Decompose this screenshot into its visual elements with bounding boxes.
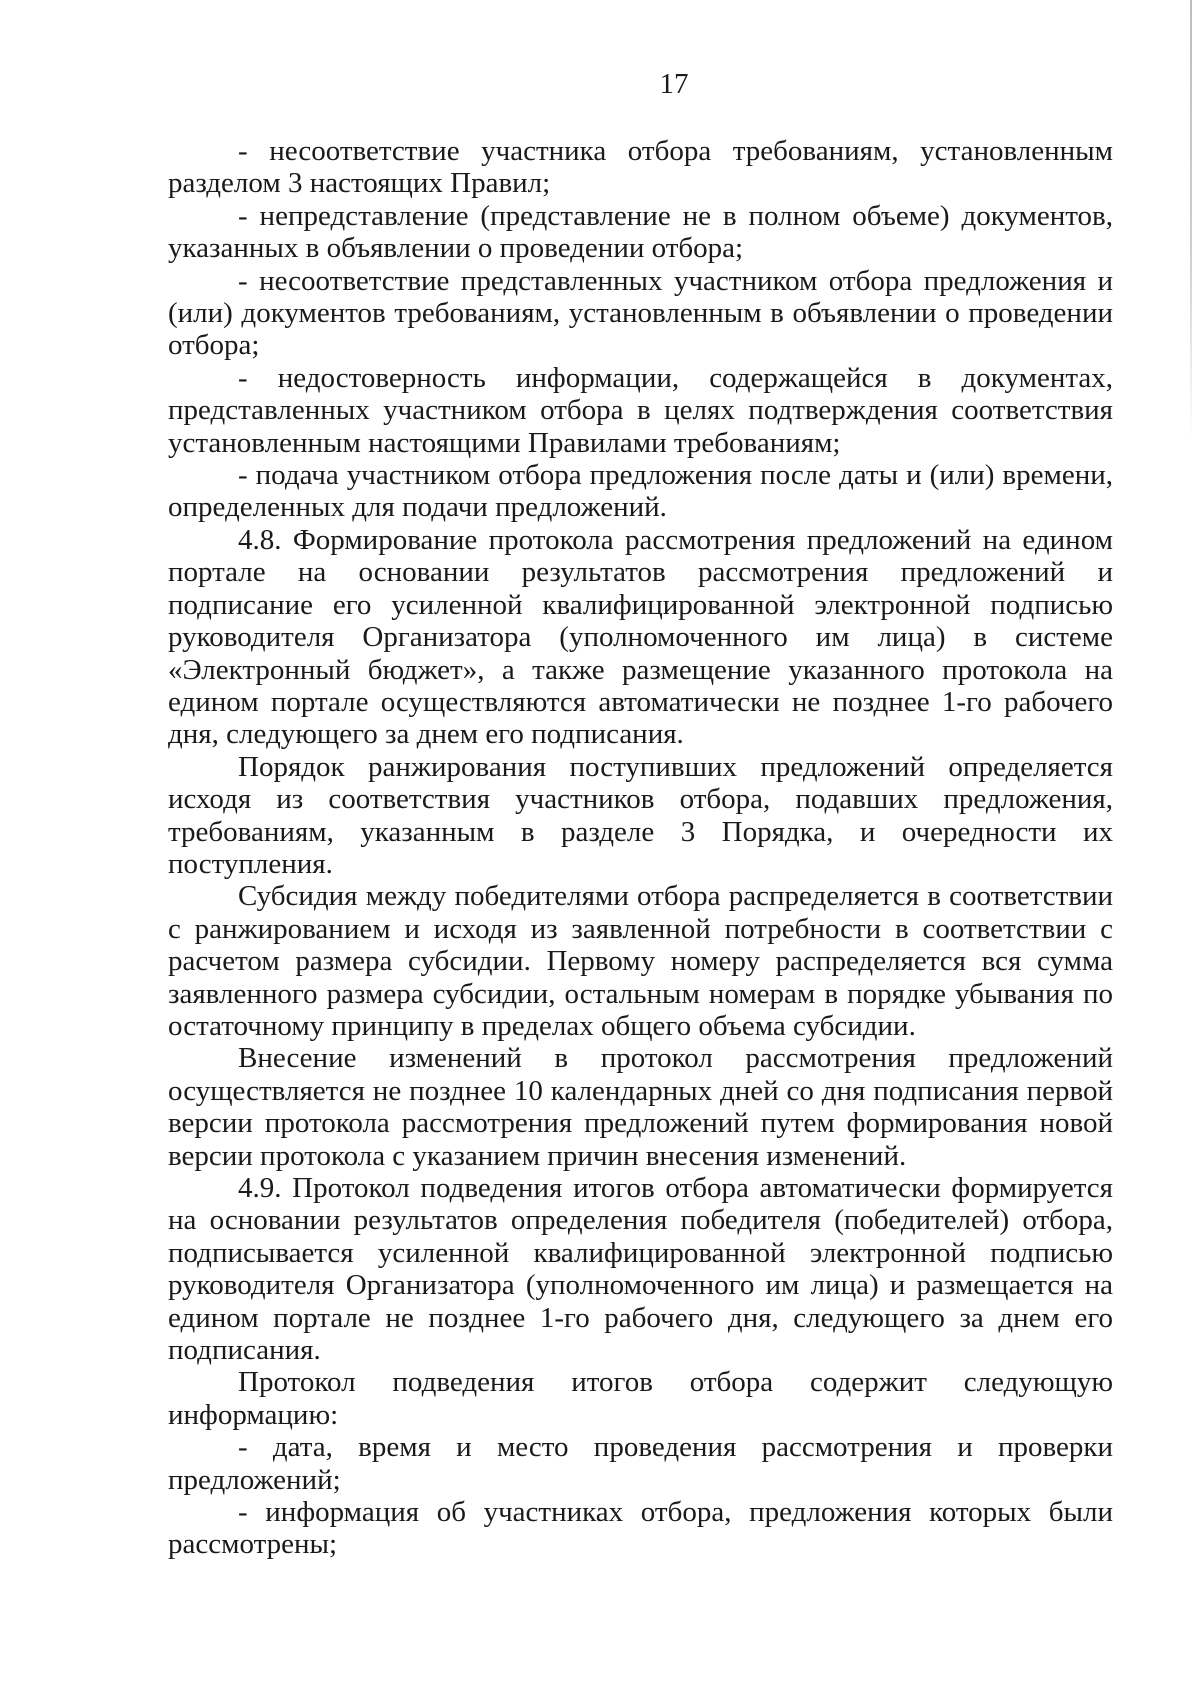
- paragraph-4-8-review-protocol: 4.8. Формирование протокола рассмотрения предложений на едином портале на основании результатов рассмотрения предложений и подписание его усиленной квалифицированной электронной подписью руководителя Организатора (уполномоченного им лица) в системе «Электронный бюджет», а также размещение указанного протокола на едином портале осуществляются автоматически не позднее 1-го рабочего дня, следующего за днем его подписания.: [168, 523, 1113, 751]
- paragraph-noncompliance-participant: - несоответствие участника отбора требованиям, установленным разделом 3 настоящих Правил;: [168, 135, 1113, 200]
- document-body: [168, 135, 1113, 1561]
- paragraph-unreliable-information: - недостоверность информации, содержащейся в документах, представленных участником отбора в целях подтверждения соответствия установленным настоящими Правилами требованиям;: [168, 361, 1113, 459]
- paragraph-subsidy-distribution: Субсидия между победителями отбора распределяется в соответствии с ранжированием и исходя из заявленной потребности в соответствии с расчетом размера субсидии. Первому номеру распределяется вся сумма заявленного размера субсидии, остальным номерам в порядке убывания по остаточному принципу в пределах общего объема субсидии.: [168, 880, 1113, 1042]
- scan-edge-artifact: [1190, 0, 1192, 440]
- page-number: 17: [659, 68, 689, 100]
- paragraph-date-time-place: - дата, время и место проведения рассмотрения и проверки предложений;: [168, 1431, 1113, 1496]
- paragraph-nonsubmission-documents: - непредставление (представление не в полном объеме) документов, указанных в объявлении о проведении отбора;: [168, 199, 1113, 265]
- paragraph-4-9-results-protocol: 4.9. Протокол подведения итогов отбора автоматически формируется на основании результатов определения победителя (победителей) отбора, подписывается усиленной квалифицированной электронной подписью руководителя Организатора (уполномоченного им лица) и размещается на едином портале не позднее 1-го рабочего дня, следующего за днем его подписания.: [168, 1172, 1113, 1367]
- paragraph-protocol-changes: Внесение изменений в протокол рассмотрения предложений осуществляется не позднее 10 календарных дней со дня подписания первой версии протокола рассмотрения предложений путем формирования новой версии протокола с указанием причин внесения изменений.: [168, 1042, 1113, 1172]
- paragraph-ranking-order: Порядок ранжирования поступивших предложений определяется исходя из соответствия участников отбора, подавших предложения, требованиям, указанным в разделе 3 Порядка, и очередности их поступления.: [168, 750, 1113, 880]
- paragraph-late-submission: - подача участником отбора предложения после даты и (или) времени, определенных для подачи предложений.: [168, 459, 1113, 524]
- paragraph-protocol-contents: Протокол подведения итогов отбора содержит следующую информацию:: [168, 1366, 1113, 1431]
- paragraph-participants-info: - информация об участниках отбора, предложения которых были рассмотрены;: [168, 1496, 1113, 1561]
- paragraph-noncompliance-documents: - несоответствие представленных участником отбора предложения и (или) документов требованиям, установленным в объявлении о проведении отбора;: [168, 264, 1113, 362]
